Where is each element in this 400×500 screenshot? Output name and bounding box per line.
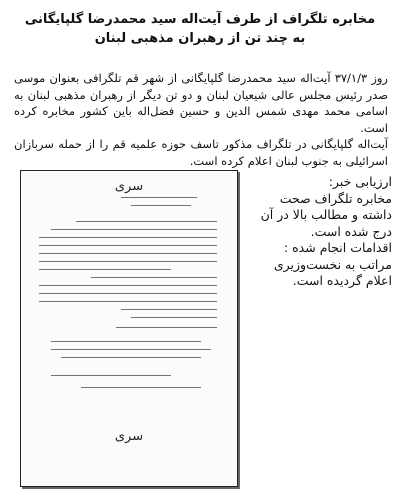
telegram-header-stamp: سری — [114, 179, 144, 194]
telegram-text-line — [61, 357, 201, 358]
telegram-text-line — [39, 253, 217, 254]
telegram-text-line — [76, 221, 217, 222]
title-line-2: به چند تن از رهبران مذهبی لبنان — [94, 31, 306, 46]
telegram-text-line — [39, 261, 217, 262]
report-paragraph-1: روز ۳۷/۱/۳ آیت‌اله سید محمدرضا گلپایگانی از شهر قم تلگرافی بعنوان موسی صدر رئیس مجلس عالی شیعیان لبنان و دو تن دیگر از رهبران مذهبی لبنان به اسامی محمد مهدی شمس الدین و حسین فضل‌اله باین کشور مخابره کرده است. — [14, 71, 388, 135]
report-body — [14, 70, 388, 169]
telegram-text-line — [51, 375, 171, 376]
telegram-text-line — [131, 205, 191, 206]
evaluation-text: مخابره تلگراف صحت داشته و مطالب بالا در آن درج شده است. — [260, 190, 392, 239]
actions-text: مراتب به نخست‌وزیری اعلام گردیده است. — [273, 256, 392, 288]
telegram-text-line — [81, 387, 201, 388]
document-title — [20, 10, 380, 48]
telegram-text-line — [39, 301, 217, 302]
telegram-text-line — [121, 197, 197, 198]
telegram-text-line — [51, 349, 211, 350]
telegram-text-line — [51, 229, 217, 230]
telegram-text-line — [131, 317, 217, 318]
title-line-1: مخابره تلگراف از طرف آیت‌اله سید محمدرضا گلپایگانی — [24, 12, 376, 27]
evaluation-heading: ارزیابی خبر: — [328, 174, 392, 189]
telegram-text-line — [121, 309, 217, 310]
evaluation-panel — [246, 174, 392, 290]
telegram-text-line — [51, 341, 201, 342]
telegram-text-line — [39, 293, 217, 294]
telegram-document-image — [20, 170, 238, 487]
actions-heading: اقدامات انجام شده : — [283, 240, 392, 255]
telegram-text-line — [116, 327, 217, 328]
telegram-text-line — [39, 269, 171, 270]
telegram-text-line — [39, 285, 217, 286]
telegram-text-line — [39, 245, 217, 246]
telegram-text-line — [91, 277, 217, 278]
telegram-footer-stamp: سری — [114, 429, 144, 444]
telegram-text-line — [39, 237, 217, 238]
report-paragraph-2: آیت‌اله گلپایگانی در تلگراف مذکور تاسف حوزه علمیه قم را از حمله سربازان اسرائیلی به جنوب لبنان اعلام کرده است. — [14, 137, 388, 168]
